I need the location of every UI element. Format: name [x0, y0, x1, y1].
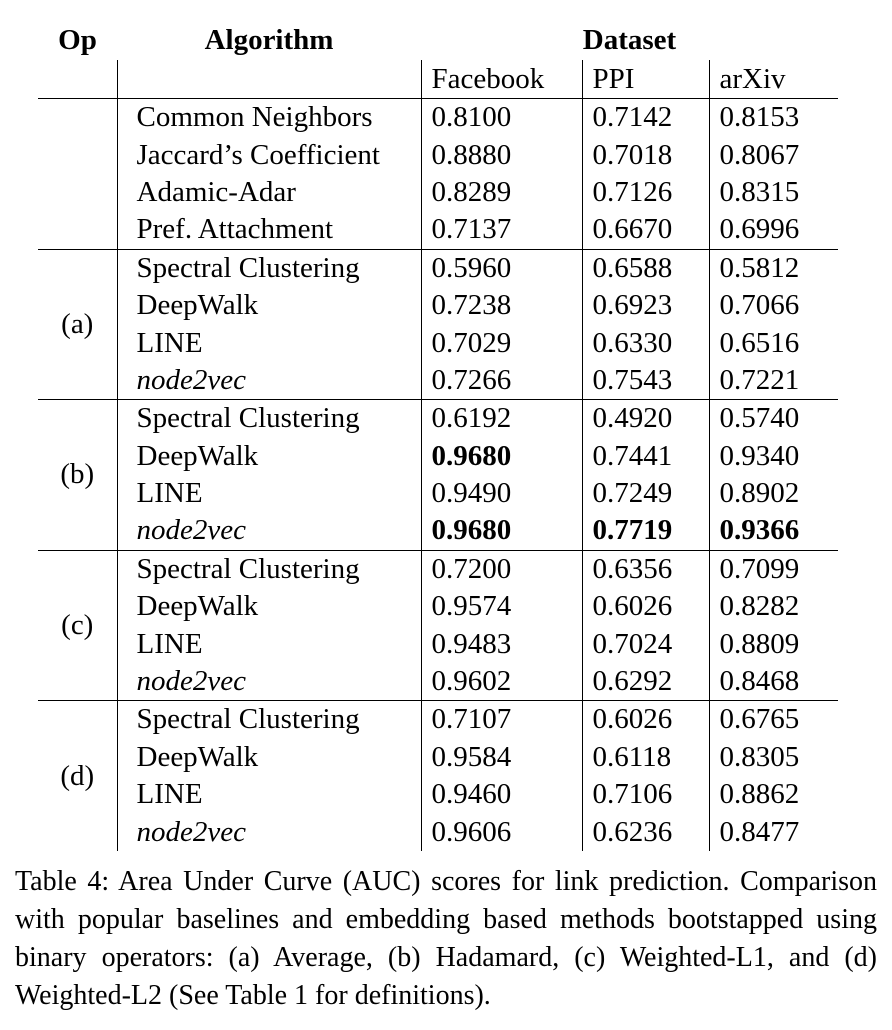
- column-header-ppi: PPI: [582, 60, 709, 99]
- column-header-arxiv: arXiv: [709, 60, 838, 99]
- score-cell-arxiv: 0.8477: [709, 813, 838, 850]
- table-row: [38, 174, 838, 211]
- algorithm-name: DeepWalk: [117, 438, 421, 475]
- algorithm-name: LINE: [117, 625, 421, 662]
- score-cell-arxiv: 0.5740: [709, 400, 838, 438]
- table-row: [38, 813, 838, 850]
- table-row: [38, 776, 838, 813]
- algorithm-name: DeepWalk: [117, 588, 421, 625]
- score-cell-arxiv: 0.9340: [709, 438, 838, 475]
- score-cell-ppi: 0.6356: [582, 550, 709, 588]
- score-cell-facebook: 0.8289: [421, 174, 582, 211]
- table-caption: Table 4: Area Under Curve (AUC) scores for link prediction. Comparison with popular baselines and embedding based methods bootstapped using binary operators: (a) Average, (b) Hadamard, (c) Weighted-L1, and (d) Weighted-L2 (See Table 1 for definitions).: [15, 866, 877, 1011]
- table-row: [38, 99, 838, 137]
- score-cell-arxiv: 0.8315: [709, 174, 838, 211]
- score-cell-facebook: 0.7200: [421, 550, 582, 588]
- operator-label: [38, 99, 117, 250]
- score-cell-arxiv: 0.6996: [709, 211, 838, 249]
- algorithm-name: node2vec: [117, 663, 421, 701]
- algorithm-name: Spectral Clustering: [117, 249, 421, 287]
- table-row: [38, 136, 838, 173]
- algorithm-name: DeepWalk: [117, 739, 421, 776]
- algorithm-name: Spectral Clustering: [117, 400, 421, 438]
- algorithm-header: Algorithm: [204, 23, 334, 56]
- score-cell-arxiv: 0.6516: [709, 324, 838, 361]
- operator-label: (b): [38, 400, 117, 551]
- score-cell-ppi: 0.7018: [582, 136, 709, 173]
- score-cell-facebook: 0.9460: [421, 776, 582, 813]
- score-cell-arxiv: 0.8809: [709, 625, 838, 662]
- operator-label: (c): [38, 550, 117, 701]
- header-row: [38, 20, 838, 60]
- algorithm-name: LINE: [117, 776, 421, 813]
- score-cell-ppi: 0.6026: [582, 588, 709, 625]
- algorithm-name: LINE: [117, 324, 421, 361]
- table-row: [38, 550, 838, 588]
- algorithm-name: Spectral Clustering: [117, 701, 421, 739]
- score-cell-facebook: 0.9584: [421, 739, 582, 776]
- table-row: [38, 211, 838, 249]
- score-cell-facebook: 0.7107: [421, 701, 582, 739]
- operator-label: (d): [38, 701, 117, 851]
- algorithm-name: Common Neighbors: [117, 99, 421, 137]
- dataset-header: Dataset: [582, 23, 677, 56]
- score-cell-facebook: 0.8880: [421, 136, 582, 173]
- subheader-algorithm-empty: [117, 60, 421, 99]
- subheader-row: [38, 60, 838, 99]
- table-row: [38, 475, 838, 512]
- score-cell-facebook: 0.7029: [421, 324, 582, 361]
- algorithm-name: node2vec: [117, 813, 421, 850]
- subheader-op-empty: [38, 60, 117, 99]
- score-cell-facebook: 0.9680: [421, 438, 582, 475]
- operator-label: (a): [38, 249, 117, 400]
- score-cell-arxiv: 0.5812: [709, 249, 838, 287]
- score-cell-ppi: 0.7024: [582, 625, 709, 662]
- score-cell-ppi: 0.7249: [582, 475, 709, 512]
- score-cell-ppi: 0.6026: [582, 701, 709, 739]
- table-row: [38, 324, 838, 361]
- algorithm-name: Jaccard’s Coefficient: [117, 136, 421, 173]
- table-body: [38, 99, 838, 851]
- table-row: [38, 287, 838, 324]
- score-cell-arxiv: 0.9366: [709, 512, 838, 550]
- algorithm-name: Spectral Clustering: [117, 550, 421, 588]
- score-cell-ppi: 0.6330: [582, 324, 709, 361]
- score-cell-arxiv: 0.7099: [709, 550, 838, 588]
- score-cell-arxiv: 0.6765: [709, 701, 838, 739]
- score-cell-ppi: 0.6292: [582, 663, 709, 701]
- score-cell-facebook: 0.9602: [421, 663, 582, 701]
- algorithm-name: node2vec: [117, 362, 421, 400]
- score-cell-ppi: 0.4920: [582, 400, 709, 438]
- table-header: [38, 20, 838, 99]
- table-row: [38, 588, 838, 625]
- score-cell-arxiv: 0.8902: [709, 475, 838, 512]
- table-row: [38, 663, 838, 701]
- results-table-container: [38, 20, 838, 851]
- score-cell-arxiv: 0.8067: [709, 136, 838, 173]
- algorithm-name: DeepWalk: [117, 287, 421, 324]
- score-cell-facebook: 0.9490: [421, 475, 582, 512]
- score-cell-arxiv: 0.8153: [709, 99, 838, 137]
- score-cell-facebook: 0.7137: [421, 211, 582, 249]
- algorithm-name: Adamic-Adar: [117, 174, 421, 211]
- score-cell-arxiv: 0.8282: [709, 588, 838, 625]
- table-row: [38, 701, 838, 739]
- table-row: [38, 512, 838, 550]
- table-row: [38, 739, 838, 776]
- op-header: Op: [58, 23, 97, 56]
- score-cell-facebook: 0.9483: [421, 625, 582, 662]
- score-cell-facebook: 0.7266: [421, 362, 582, 400]
- table-row: [38, 362, 838, 400]
- table-row: [38, 249, 838, 287]
- table-row: [38, 625, 838, 662]
- auc-results-table: [38, 20, 838, 851]
- score-cell-arxiv: 0.8305: [709, 739, 838, 776]
- score-cell-ppi: 0.7142: [582, 99, 709, 137]
- score-cell-ppi: 0.6236: [582, 813, 709, 850]
- score-cell-ppi: 0.6923: [582, 287, 709, 324]
- score-cell-ppi: 0.7543: [582, 362, 709, 400]
- score-cell-facebook: 0.7238: [421, 287, 582, 324]
- score-cell-arxiv: 0.8468: [709, 663, 838, 701]
- score-cell-facebook: 0.9574: [421, 588, 582, 625]
- table-row: [38, 400, 838, 438]
- score-cell-facebook: 0.9680: [421, 512, 582, 550]
- score-cell-ppi: 0.7719: [582, 512, 709, 550]
- algorithm-name: node2vec: [117, 512, 421, 550]
- score-cell-facebook: 0.6192: [421, 400, 582, 438]
- algorithm-name: Pref. Attachment: [117, 211, 421, 249]
- score-cell-facebook: 0.9606: [421, 813, 582, 850]
- score-cell-ppi: 0.7106: [582, 776, 709, 813]
- score-cell-facebook: 0.8100: [421, 99, 582, 137]
- score-cell-arxiv: 0.7066: [709, 287, 838, 324]
- score-cell-ppi: 0.6670: [582, 211, 709, 249]
- algorithm-name: LINE: [117, 475, 421, 512]
- score-cell-ppi: 0.7441: [582, 438, 709, 475]
- score-cell-facebook: 0.5960: [421, 249, 582, 287]
- column-header-facebook: Facebook: [421, 60, 582, 99]
- score-cell-ppi: 0.6588: [582, 249, 709, 287]
- score-cell-arxiv: 0.7221: [709, 362, 838, 400]
- table-row: [38, 438, 838, 475]
- score-cell-ppi: 0.7126: [582, 174, 709, 211]
- score-cell-arxiv: 0.8862: [709, 776, 838, 813]
- score-cell-ppi: 0.6118: [582, 739, 709, 776]
